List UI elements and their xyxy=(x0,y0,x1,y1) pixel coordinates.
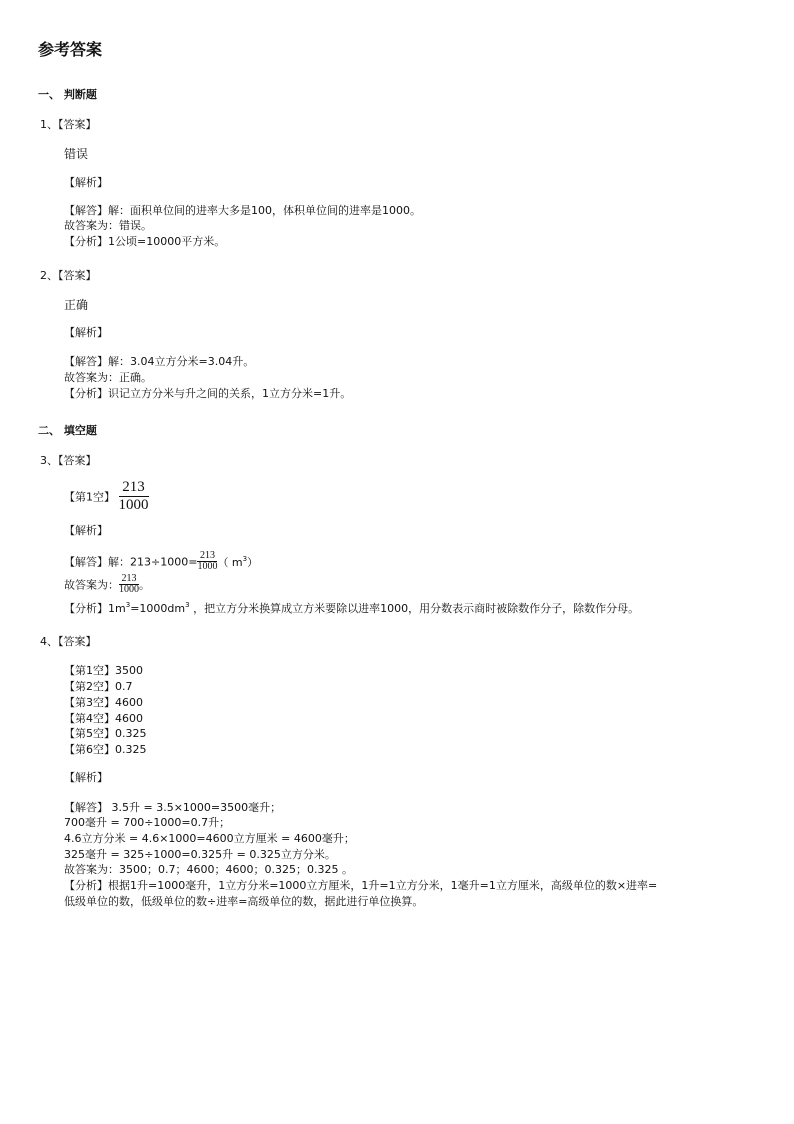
unit xyxy=(217,556,258,569)
exponent: 3 xyxy=(125,601,131,609)
answer-tag: 【答案】 xyxy=(58,454,97,467)
question-4-conclusion: 故答案为：3500；0.7；4600；4600；0.325；0.325 。 xyxy=(64,863,353,876)
analysis-text: ，把立方分米换算成立方米要除以进率1000，用分数表示商时被除数作分子，除数作分母。 xyxy=(189,602,640,615)
question-3-conclusion xyxy=(64,574,150,595)
conclusion-suffix: 。 xyxy=(139,578,150,592)
blank-label: 【第1空】 xyxy=(64,490,115,504)
question-4-blank-6: 【第6空】0.325 xyxy=(64,743,147,756)
unit-exponent: 3 xyxy=(242,554,248,563)
question-3-analysis-tag: 【解析】 xyxy=(64,524,108,537)
unit-close: ） xyxy=(247,555,259,569)
question-2-solution: 【解答】解：3.04立方分米=3.04升。 xyxy=(64,355,255,368)
question-4-solution-line-3: 4.6立方分米 = 4.6×1000=4600立方厘米 = 4600毫升； xyxy=(64,832,355,845)
question-4-analysis-tag: 【解析】 xyxy=(64,771,108,784)
question-3-analysis xyxy=(64,602,639,616)
fraction xyxy=(119,574,139,595)
question-4-blank-5: 【第5空】0.325 xyxy=(64,727,147,740)
question-1-analysis: 【分析】1公顷=10000平方米。 xyxy=(64,235,226,248)
fraction-numerator: 213 xyxy=(122,479,145,495)
question-2-answer: 正确 xyxy=(64,298,89,312)
question-4-solution-line-2: 700毫升 = 700÷1000=0.7升； xyxy=(64,816,231,829)
question-3-blank-1 xyxy=(64,480,149,513)
question-2-conclusion: 故答案为：正确。 xyxy=(64,371,152,384)
page-title: 参考答案 xyxy=(38,40,103,59)
question-1-conclusion: 故答案为：错误。 xyxy=(64,219,152,232)
question-2-answer-header xyxy=(40,269,97,283)
analysis-text: =1000dm xyxy=(130,602,186,615)
question-4-solution-line-4: 325毫升 = 325÷1000=0.325升 = 0.325立方分米。 xyxy=(64,848,336,861)
question-3-answer-header xyxy=(40,454,97,468)
question-1-solution: 【解答】解：面积单位间的进率大多是100，体积单位间的进率是1000。 xyxy=(64,204,421,217)
fraction-numerator: 213 xyxy=(199,550,215,561)
conclusion-text: 故答案为： xyxy=(64,578,119,592)
question-4-blank-4: 【第4空】4600 xyxy=(64,712,143,725)
question-2-analysis: 【分析】识记立方分米与升之间的关系，1立方分米=1升。 xyxy=(64,387,352,400)
exponent: 3 xyxy=(185,601,190,609)
question-4-analysis-line-1: 【分析】根据1升=1000毫升，1立方分米=1000立方厘米，1升=1立方分米，1毫升=1立方厘米，高级单位的数×进率= xyxy=(64,879,658,892)
unit-open: （ m xyxy=(217,555,243,569)
section-heading-fill-blank: 二、 填空题 xyxy=(38,424,97,437)
question-2-analysis-tag: 【解析】 xyxy=(64,326,108,339)
question-4-answer-header xyxy=(40,635,97,649)
question-number: 1、 xyxy=(40,118,58,131)
answer-tag: 【答案】 xyxy=(58,269,97,282)
fraction-denominator: 1000 xyxy=(197,561,218,572)
question-4-blank-1: 【第1空】3500 xyxy=(64,664,143,677)
question-1-analysis-tag: 【解析】 xyxy=(64,176,108,189)
fraction-denominator: 1000 xyxy=(118,497,149,513)
fraction xyxy=(197,551,217,572)
question-4-blank-2: 【第2空】0.7 xyxy=(64,680,133,693)
fraction-numerator: 213 xyxy=(121,573,137,584)
question-number: 3、 xyxy=(40,454,58,467)
solution-text: 【解答】解：213÷1000= xyxy=(64,555,198,569)
question-4-analysis-line-2: 低级单位的数，低级单位的数÷进率=高级单位的数，据此进行单位换算。 xyxy=(64,895,424,908)
question-1-answer: 错误 xyxy=(64,147,89,161)
answer-tag: 【答案】 xyxy=(58,635,97,648)
analysis-text: 【分析】1m xyxy=(64,602,126,615)
question-4-blank-3: 【第3空】4600 xyxy=(64,696,143,709)
question-3-solution xyxy=(64,551,258,572)
question-1-answer-header xyxy=(40,118,97,132)
question-number: 4、 xyxy=(40,635,58,648)
fraction-denominator: 1000 xyxy=(119,584,139,595)
fraction xyxy=(119,480,149,513)
answer-tag: 【答案】 xyxy=(58,118,97,131)
section-heading-judgment: 一、 判断题 xyxy=(38,88,97,101)
question-4-solution-line-1: 【解答】 3.5升 = 3.5×1000=3500毫升； xyxy=(64,801,282,814)
question-number: 2、 xyxy=(40,269,58,282)
